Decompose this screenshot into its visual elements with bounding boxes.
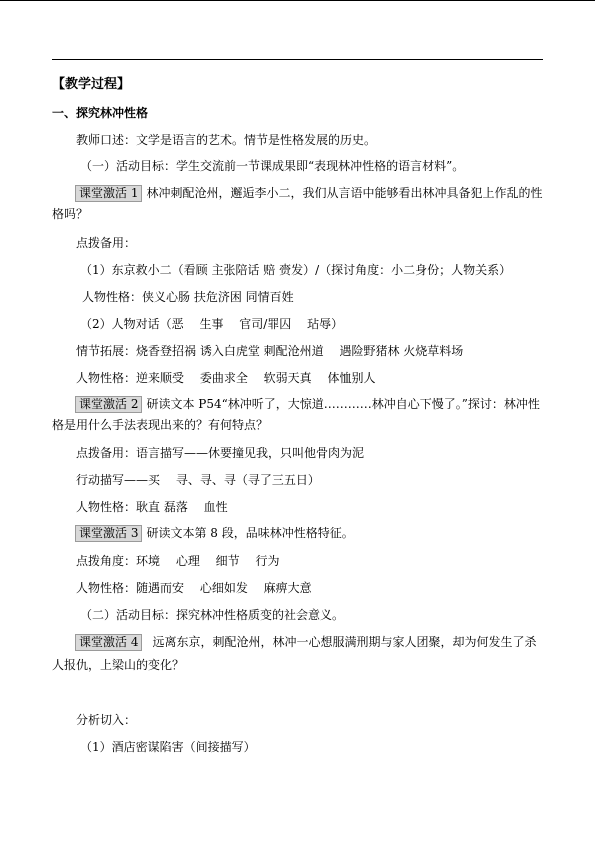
- activity-text: 研读文本第 8 段，品味林冲性格特征。: [146, 526, 354, 540]
- activity-tag: 课堂激活 1: [75, 185, 142, 202]
- activity-tag: 课堂激活 3: [75, 525, 142, 542]
- section-header: 【教学过程】: [52, 77, 131, 92]
- hint-prep: 点拨备用：: [76, 236, 137, 250]
- hint-language: 点拨备用：语言描写——休要撞见我，只叫他骨肉为泥: [76, 446, 365, 460]
- header-rule: [52, 59, 543, 60]
- intro-line: 教师口述：文学是语言的艺术。情节是性格发展的历史。: [76, 133, 377, 147]
- point-2: （2）人物对话（恶 生事 官司/罪囚 玷辱）: [80, 317, 344, 331]
- activity-goal-1: （一）活动目标：学生交流前一节课成果即“表现林冲性格的语言材料”。: [80, 159, 465, 173]
- activity-text: 林冲刺配沧州，邂逅李小二，我们从言语中能够看出林冲具备犯上作乱的性: [146, 186, 543, 200]
- action-description: 行动描写——买 寻、寻、寻（寻了三五日）: [76, 473, 320, 487]
- page-top-border: [0, 0, 595, 1]
- trait-2: 人物性格：逆来顺受 委曲求全 软弱天真 体恤别人: [76, 371, 376, 385]
- analysis-point-1: （1）酒店密谋陷害（间接描写）: [80, 740, 256, 754]
- activity-text: 研读文本 P54“林冲听了，大惊道…………林冲自心下慢了。”探讨：林冲性: [146, 397, 540, 411]
- activity-2: [75, 396, 540, 413]
- plot-extension: 情节拓展：烧香登招祸 诱入白虎堂 刺配沧州道 遇险野猪林 火烧草料场: [76, 344, 464, 358]
- activity-4: [75, 634, 536, 651]
- activity-2-continuation: 格是用什么手法表现出来的？有何特点？: [52, 418, 269, 432]
- activity-3: [75, 525, 354, 542]
- activity-tag: 课堂激活 4: [75, 634, 142, 651]
- activity-tag: 课堂激活 2: [75, 396, 142, 413]
- point-1-trait: 人物性格：侠义心肠 扶危济困 同情百姓: [82, 290, 294, 304]
- activity-1: [75, 185, 542, 202]
- subsection-title: 一、探究林冲性格: [52, 106, 149, 120]
- trait-3: 人物性格：耿直 磊落 血性: [76, 500, 228, 514]
- activity-text: 远离东京，刺配沧州，林冲一心想服满刑期与家人团聚，却为何发生了杀: [152, 635, 537, 649]
- point-1: （1）东京救小二（看顾 主张陪话 赔 赍发）/（探讨角度：小二身份；人物关系）: [80, 263, 512, 277]
- hint-angle: 点拨角度：环境 心理 细节 行为: [76, 554, 280, 568]
- activity-goal-2: （二）活动目标：探究林冲性格质变的社会意义。: [80, 608, 345, 622]
- activity-1-continuation: 格吗？: [52, 207, 89, 221]
- trait-4: 人物性格：随遇而安 心细如发 麻痹大意: [76, 581, 312, 595]
- activity-4-continuation: 人报仇，上梁山的变化？: [52, 658, 185, 672]
- analysis-label: 分析切入：: [76, 713, 137, 727]
